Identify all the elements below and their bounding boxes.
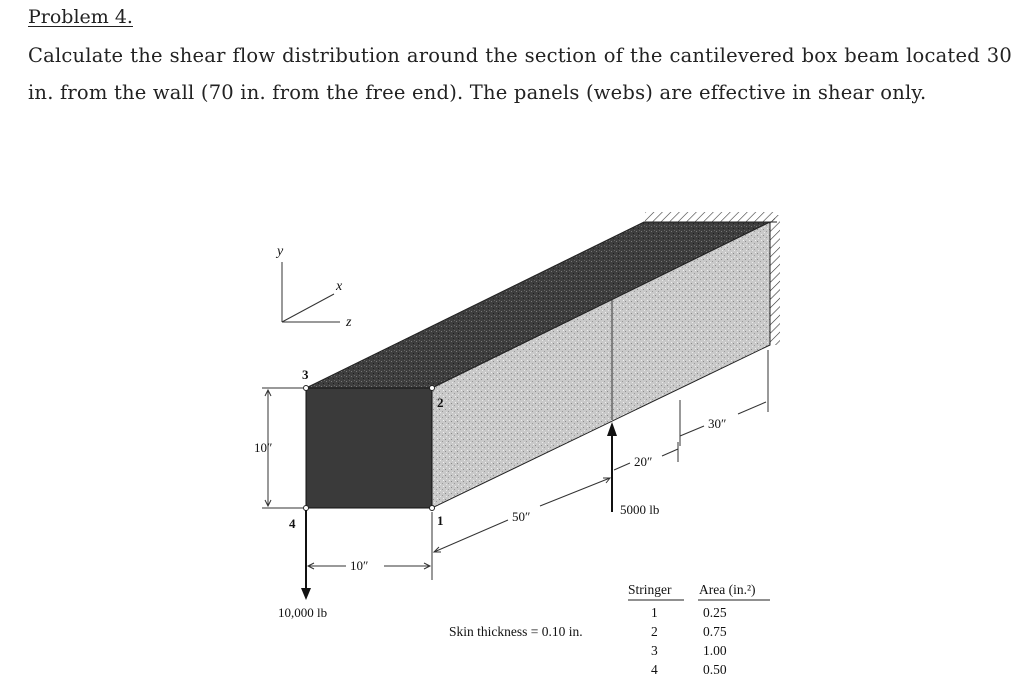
table-row-3-area: 1.00	[703, 643, 727, 658]
stringer-table	[628, 582, 770, 677]
table-row-1-stringer: 1	[651, 605, 658, 620]
beam-end-face	[306, 388, 432, 508]
width-dimension	[306, 512, 432, 580]
mid-load-label: 5000 lb	[620, 502, 660, 517]
table-row-4-stringer: 4	[651, 662, 658, 677]
table-row-4-area: 0.50	[703, 662, 727, 677]
skin-thickness-note: Skin thickness = 0.10 in.	[449, 624, 583, 639]
axis-label-z: z	[346, 315, 352, 330]
axis-label-y: y	[277, 244, 284, 259]
dimension-label-50: 50″	[512, 509, 531, 524]
dimension-label-20: 20″	[634, 454, 653, 469]
tip-load-label: 10,000 lb	[278, 605, 328, 620]
dimension-label-30: 30″	[708, 416, 727, 431]
stringer-label-3: 3	[302, 367, 309, 382]
table-row-3-stringer: 3	[651, 643, 658, 658]
stringer-label-1: 1	[437, 513, 444, 528]
stringer-label-2: 2	[437, 395, 444, 410]
height-dimension-label: 10″	[254, 440, 273, 455]
axis-label-x: x	[336, 279, 343, 294]
stringer-label-4: 4	[289, 516, 296, 531]
table-row-2-area: 0.75	[703, 624, 727, 639]
table-header-stringer: Stringer	[628, 582, 672, 597]
problem-statement: Calculate the shear flow distribution around the section of the cantilevered box beam located 30 in. from the wall (70 in. from the free end). The panels (webs) are effective in shear only.	[28, 44, 1012, 104]
coordinate-axes	[282, 262, 340, 322]
table-header-area: Area (in.²)	[699, 582, 756, 597]
tip-load-arrow	[301, 510, 311, 600]
problem-heading: Problem 4.	[28, 6, 133, 28]
table-row-2-stringer: 2	[651, 624, 658, 639]
table-row-1-area: 0.25	[703, 605, 727, 620]
width-dimension-label: 10″	[350, 558, 369, 573]
mid-load-arrow	[607, 422, 617, 512]
